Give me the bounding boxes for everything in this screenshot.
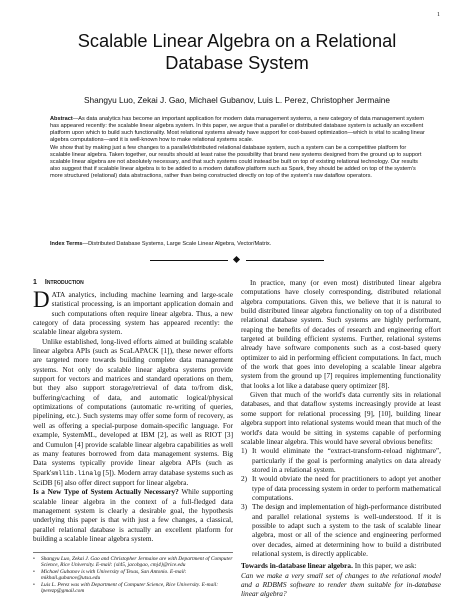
intro-paragraph-2-text-a: Unlike established, long-lived efforts aimed at building scalable linear algebra APIs (such as ScaLAPACK [1]), these newer efforts are targeted more towards building complete data management systems. Not only do scalable linear algebra systems provide support for vectors and matrices and standard operations on them, but they also support storage/retrieval of data to/from disk, buffering/caching of data, and automatic logical/physical optimizations of computations (automatic re-writing of queries, pipelining, etc.). Such systems may offer some form of recovery, as well as offering a special-purpose domain-specific language. For example, SystemML, developed at IBM [2], as well as RIOT [3] and Cumulon [4] provide scalable linear algebra capabilities as well as many features borrowed from data management systems. Big Data systems typically provide linear algebra APIs (such as Spark's xyxy=(33,336,233,477)
list-item-number: 1) xyxy=(241,446,248,456)
footnote: • Michael Gubanov is with University of Texas, San Antonio. E-mail: mikhail.gubanov@utsa.edu xyxy=(33,569,233,582)
intro-paragraph-2-text-b: [5]). Modern array database systems such as SciDB [6] also offer direct support for linear algebra. xyxy=(33,467,233,487)
index-terms-label: Index Terms xyxy=(50,241,83,247)
right-column xyxy=(241,278,441,599)
footnote-text: Shangyu Luo, Zekai J. Gao and Christopher Jermaine are with Department of Computer Science, Rice University. E-mail: {sl45, jacobgao, cmj4}@rice.edu xyxy=(41,555,233,568)
section-title: Introduction xyxy=(44,279,84,286)
footnote-text: Luis L. Perez was with Department of Computer Science, Rice University. E-mail: lperezp@gmail.com xyxy=(41,581,219,594)
list-item-number: 3) xyxy=(241,502,248,512)
index-terms-text: —Distributed Database Systems, Large Scale Linear Algebra, Vector/Matrix. xyxy=(82,241,272,247)
footnotes xyxy=(33,552,233,595)
list-item xyxy=(241,446,441,474)
list-item xyxy=(241,474,441,502)
footnote: • Shangyu Luo, Zekai J. Gao and Christopher Jermaine are with Department of Computer Science, Rice University. E-mail: {sl45, jacobgao, cmj4}@rice.edu xyxy=(33,555,233,568)
paragraph-heading: Is a New Type of System Actually Necessary? xyxy=(33,487,179,497)
drop-cap: D xyxy=(33,287,50,312)
intro-paragraph-1 xyxy=(33,287,233,337)
page-number: 1 xyxy=(437,12,440,18)
list-item-text: The design and implementation of high-performance distributed and parallel relational systems is well-understood. If it is possible to adapt such a system to the task of scalable linear algebra, most or all of the science and engineering performed over decades, aimed at determining how to build a distributed relational system, is directly applicable. xyxy=(252,502,441,558)
divider-line-left xyxy=(150,260,228,261)
right-paragraph-3 xyxy=(241,561,441,570)
right-paragraph-3-text: In this paper, we ask: xyxy=(352,561,417,571)
divider-diamond-icon xyxy=(233,255,240,262)
abstract-label: Abstract xyxy=(50,116,73,122)
intro-paragraph-3 xyxy=(33,487,233,543)
intro-paragraph-3-text: While supporting scalable linear algebra in the context of a full-fledged data management system is clearly a desirable goal, the hypothesis underlying this paper is that with just a few changes, a classical, parallel relational database is actually an excellent platform for building a scalable linear algebra system. xyxy=(33,487,233,543)
paper-title: Scalable Linear Algebra on a Relational Database System xyxy=(77,31,397,73)
list-item xyxy=(241,502,441,558)
footnote: • Luis L. Perez was with Department of Computer Science, Rice University. E-mail: lperezp@gmail.com xyxy=(33,582,233,595)
intro-paragraph-1-text: ATA analytics, including machine learning and large-scale statistical processing, is an important application domain and such computations often require linear algebra. Thus, a new category of data processing system has appeared recently: the scalable linear algebra system. xyxy=(33,290,233,337)
section-divider xyxy=(150,256,324,264)
abstract-paragraph-2: We show that by making just a few changes to a parallel/distributed relational database system, such a system can be a competitive platform for scalable linear algebra. Taken together, our results should at least raise the possibility that brand new systems designed from the ground up to support scalable linear algebra are not absolutely necessary, and that such systems could instead be built on top of existing relational technology. Our results also suggest that if scalable linear algebra is to be added to a modern dataflow platform such as Spark, they should be added on top of the system's more structured (relational) data abstractions, rather than being constructed directly on top of the system's raw dataflow operators. xyxy=(50,144,422,179)
footnote-text: Michael Gubanov is with University of Texas, San Antonio. E-mail: mikhail.gubanov@utsa.edu xyxy=(41,568,187,581)
divider-line-right xyxy=(246,260,324,261)
right-paragraph-2: Given that much of the world's data currently sits in relational databases, and that dataflow systems increasingly provide at least some support for relational processing [9], [10], building linear algebra support into relational systems would mean that much of the world's data would be sitting in systems capable of performing scalable linear algebra. This would have several obvious benefits: xyxy=(241,390,441,446)
list-item-text: It would obviate the need for practitioners to adopt yet another type of data processing system in order to perform mathematical computations. xyxy=(252,474,441,502)
research-question: Can we make a very small set of changes to the relational model and a RDBMS software to render them suitable for in-database linear algebra? xyxy=(241,570,441,599)
footnote-rule xyxy=(33,552,233,553)
right-paragraph-1: In practice, many (or even most) distributed linear algebra computations have closely corresponding, distributed relational algebra computations. Given this, we believe that it is natural to build distributed linear algebra functionality on top of a distributed relational database system. Such systems are highly performant, reaping the benefits of decades of research and engineering effort targeted at building efficient systems. Further, relational systems already have software components such as a cost-based query optimizer to aid in performing efficient computations. In fact, much of the work that goes into developing a scalable linear algebra system from the ground up [7] requires implementing functionality that looks a lot like a database query optimizer [8]. xyxy=(241,278,441,390)
list-item-text: It would eliminate the “extract-transform-reload nightmare”, particularly if the goal is performing analytics on data already stored in a relational system. xyxy=(252,446,441,474)
intro-paragraph-2 xyxy=(33,337,233,488)
author-list: Shangyu Luo, Zekai J. Gao, Michael Gubanov, Luis L. Perez, Christopher Jermaine xyxy=(83,95,391,105)
section-number: 1 xyxy=(33,279,37,286)
section-heading xyxy=(33,278,233,287)
left-column xyxy=(33,278,233,543)
list-item-number: 2) xyxy=(241,474,248,484)
index-terms xyxy=(50,241,426,248)
paragraph-heading: Towards in-database linear algebra. xyxy=(241,561,353,571)
abstract-paragraph-1 xyxy=(50,116,426,144)
abstract xyxy=(50,116,426,180)
inline-code: mllib.linalg xyxy=(54,469,101,477)
abstract-text-1: —As data analytics has become an important application for modern data management systems, a new category of data management system has appeared recently: the scalable linear algebra system. In this paper, we argue that a parallel or distributed database system is actually an excellent platform upon which to build such functionality. Most relational systems already have support for cost-based optimization—which is vital to scaling linear algebra computations—and it is well-known how to make relational systems scale. xyxy=(50,116,425,144)
